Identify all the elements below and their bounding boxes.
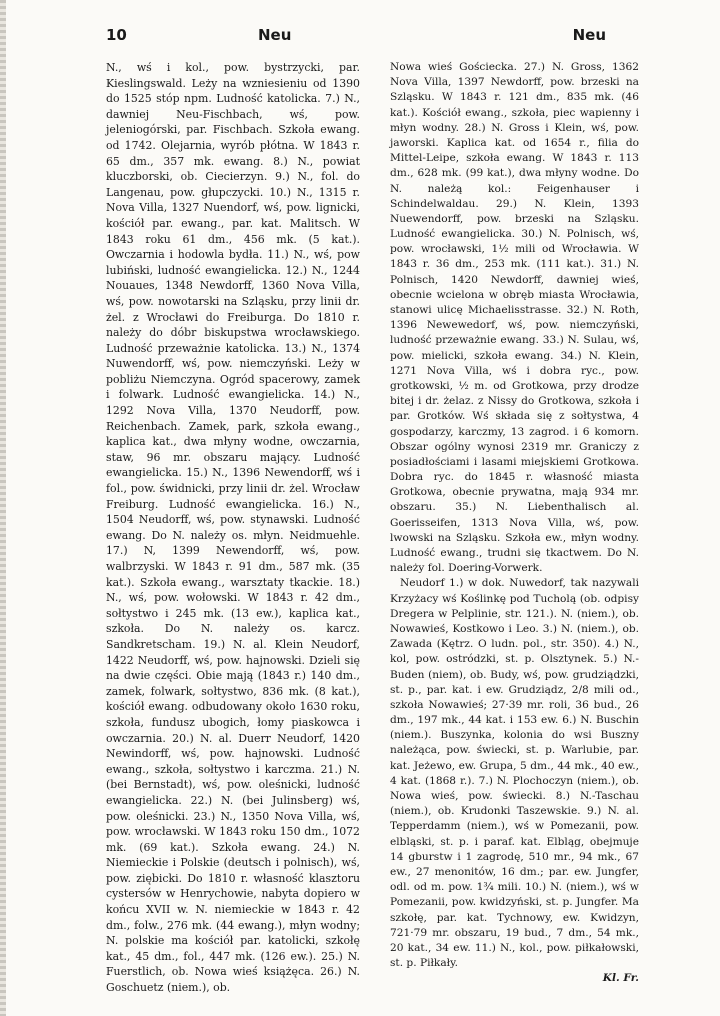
author-signature: Kl. Fr. (602, 972, 639, 985)
right-text-column (390, 60, 639, 986)
page-number: 10 (106, 26, 127, 44)
left-running-head: Neu (258, 26, 292, 44)
entry-text-right-continued: Nowa wieś Gościecka. 27.) N. Gross, 1362 Nova Villa, 1397 Newdorff, pow. brzeski na Szląsku. W 1843 r. 121 dm., 835 mk. (46 kat.). Kościół ewang., szkoła, piec wapienny i młyn wodny. 28.) N. Gross i Klein, wś, pow. jaworski. Kaplica kat. od 1654 r., filia do Mittel-Leipe, szkoła ewang. W 1843 r. 113 dm., 628 mk. (99 kat.), dwa młyny wodne. Do N. należą kol.: Feigenhauser i Schindelwaldau. 29.) N. Klein, 1393 Nuewendorff, pow. brzeski na Szląsku. Ludność ewangielicka. 30.) N. Polnisch, wś, pow. wrocławski, 1½ mili od Wrocławia. W 1843 r. 36 dm., 253 mk. (111 kat.). 31.) N. Polnisch, 1420 Newdorff, dawniej wieś, obecnie wcielona w obręb miasta Wrocławia, stanowi ulicę Michaelisstrasse. 32.) N. Roth, 1396 Newewedorf, wś, pow. niemczyński, ludność przeważnie ewang. 33.) N. Sulau, wś, pow. mielicki, szkoła ewang. 34.) N. Klein, 1271 Nova Villa, wś i dobra ryc., pow. grotkowski, ½ m. od Grotkowa, przy drodze bitej i dr. żelaz. z Nissy do Grotkowa, szkoła i par. Grotków. Wś składa się z sołtystwa, 4 gospodarzy, karczmy, 13 zagrod. i 6 komorn. Obszar ogólny wynosi 2319 mr. Graniczy z posiadłościami i lasami miejskiemi Grotkowa. Dobra ryc. do 1845 r. własność miasta Grotkowa, obecnie prywatna, mają 934 mr. obszaru. 35.) N. Liebenthalisch al. Goerisseifen, 1313 Nova Villa, wś, pow. lwowski na Szląsku. Szkoła ew., młyn wodny. Ludność ewang., trudni się tkactwem. Do N. należy fol. Doering-Vorwerk. (390, 61, 639, 575)
page-binding-edge (0, 0, 6, 1016)
right-running-head: Neu (572, 26, 606, 44)
left-text-column (106, 60, 360, 996)
entry-neudorf: Neudorf 1.) w dok. Nuwedorf, tak nazywali Krzyżacy wś Koślinkę pod Tucholą (ob. odpisy Dregera w Pelplinie, str. 121.). N. (niem.), ob. Nowawieś, Kostkowo i Leo. 3.) N. (niem.), ob. Zawada (Kętrz. O ludn. pol., str. 350). 4.) N., kol, pow. ostródzki, st. p. Olsztynek. 5.) N.-Buden (niem), ob. Budy, wś, pow. grudziądzki, st. p., par. kat. i ew. Grudziądz, 2/8 mili od., szkoła Nowawieś; 27·39 mr. roli, 36 bud., 26 dm., 197 mk., 44 kat. i 153 ew. 6.) N. Buschin (niem.). Buszynka, kolonia do wsi Buszny należąca, pow. świecki, st. p. Warlubie, par. kat. Jeżewo, ew. Grupa, 5 dm., 44 mk., 40 ew., 4 kat. (1868 r.). 7.) N. Plochoczyn (niem.), ob. Nowa wieś, pow. świecki. 8.) N.-Taschau (niem.), ob. Krudonki Taszewskie. 9.) N. al. Tepperdamm (niem.), wś w Pomezanii, pow. elbląski, st. p. i paraf. kat. Elbląg, obejmuje 14 gburstw i 1 zagrodę, 510 mr., 94 mk., 67 ew., 27 menonitów, 16 dm.; par. ew. Jungfer, odl. od m. pow. 1¾ mili. 10.) N. (niem.), wś w Pomezanii, pow. kwidzyński, st. p. Jungfer. Ma szkołę, par. kat. Tychnowy, ew. Kwidzyn, 721·79 mr. obszaru, 19 bud., 7 dm., 54 mk., 20 kat., 34 ew. 11.) N., kol., pow. piłkałowski, st. p. Piłkały. (390, 577, 639, 970)
entry-text-left: N., wś i kol., pow. bystrzycki, par. Kieslingswald. Leży na wzniesieniu od 1390 do 1525 stóp npm. Ludność katolicka. 7.) N., dawniej Neu-Fischbach, wś, pow. jeleniogórski, par. Fischbach. Szkoła ewang. od 1742. Olejarnia, wyrób płótna. W 1843 r. 65 dm., 357 mk. ewang. 8.) N., powiat kluczborski, ob. Ciecierzyn. 9.) N., fol. do Langenau, pow. głupczycki. 10.) N., 1315 r. Nova Villa, 1327 Nuendorf, wś, pow. lignicki, kościół par. ewang., par. kat. Malitsch. W 1843 roku 61 dm., 456 mk. (5 kat.). Owczarnia i hodowla bydła. 11.) N., wś, pow lubiński, ludność ewangielicka. 12.) N., 1244 Nouaues, 1348 Newdorff, 1360 Nova Villa, wś, pow. nowotarski na Szląsku, przy linii dr. żel. z Wrocławi do Freiburga. Do 1810 r. należy do dóbr biskupstwa wrocławskiego. Ludność przeważnie katolicka. 13.) N., 1374 Nuwendorff, wś, pow. niemczyński. Leży w pobliżu Niemczyna. Ogród spacerowy, zamek i folwark. Ludność ewangielicka. 14.) N., 1292 Nova Villa, 1370 Neudorff, pow. Reichenbach. Zamek, park, szkoła ewang., kaplica kat., dwa młyny wodne, owczarnia, staw, 96 mr. obszaru mający. Ludność ewangielicka. 15.) N., 1396 Newendorff, wś i fol., pow. świdnicki, przy linii dr. żel. Wrocław Freiburg. Ludność ewangielicka. 16.) N., 1504 Neudorff, wś, pow. stynawski. Ludność ewang. Do N. należy os. młyn. Neidmuehle. 17.) N, 1399 Newendorff, wś, pow. walbrzyski. W 1843 r. 91 dm., 587 mk. (35 kat.). Szkoła ewang., warsztaty tkackie. 18.) N., wś, pow. wołowski. W 1843 r. 42 dm., sołtystwo i 245 mk. (13 ew.), kaplica kat., szkoła. Do N. należy os. karcz. Sandkretscham. 19.) N. al. Klein Neudorf, 1422 Neudorff, wś, pow. hajnowski. Dzieli się na dwie części. Obie mają (1843 r.) 140 dm., zamek, folwark, sołtystwo, 836 mk. (8 kat.), kościół ewang. odbudowany około 1630 roku, szkoła, fundusz ubogich, łomy piaskowca i owczarnia. 20.) N. al. Duerr Neudorf, 1420 Newindorff, wś, pow. hajnowski. Ludność ewang., szkoła, sołtystwo i karczma. 21.) N. (bei Bernstadt), wś, pow. oleśnicki, ludność ewangielicka. 22.) N. (bei Julinsberg) wś, pow. oleśnicki. 23.) N., 1350 Nova Villa, wś, pow. wrocławski. W 1843 roku 150 dm., 1072 mk. (69 kat.). Szkoła ewang. 24.) N. Niemieckie i Polskie (deutsch i polnisch), wś, pow. ziębicki. Do 1810 r. własność klasztoru cystersów w Henrychowie, nabyta dopiero w końcu XVII w. N. niemieckie w 1843 r. 42 dm., folw., 276 mk. (44 ewang.), młyn wodny; N. polskie ma kościół par. katolicki, szkołę kat., 45 dm., fol., 447 mk. (126 ew.). 25.) N. Fuerstlich, ob. Nowa wieś książęca. 26.) N. Goschuetz (niem.), ob. (106, 61, 360, 995)
running-header (106, 26, 606, 48)
